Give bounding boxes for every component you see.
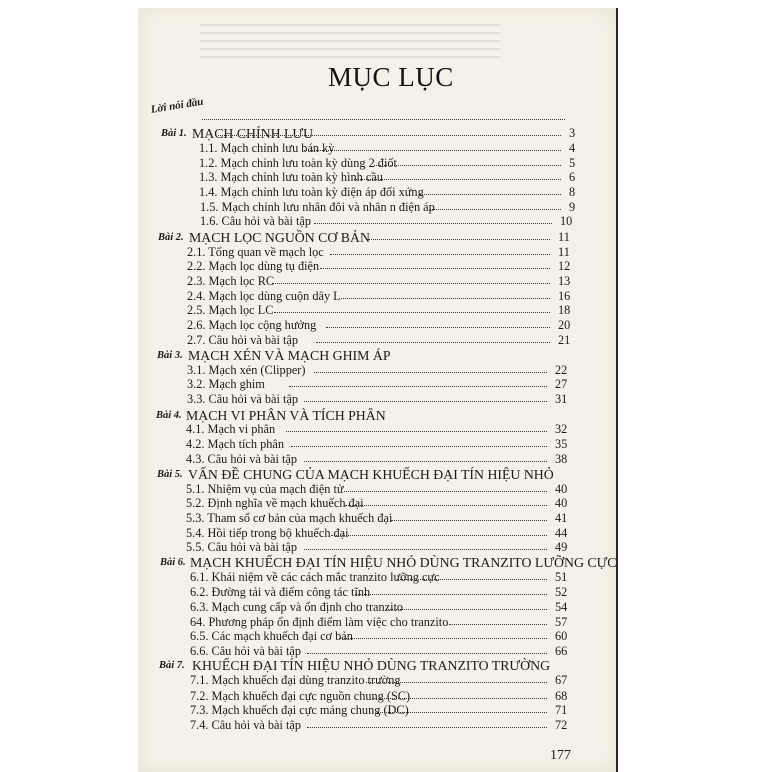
entry-page-number: 31	[555, 392, 568, 406]
leader-dots	[291, 446, 547, 447]
entry-page-number: 6	[569, 170, 576, 184]
entry-page-number: 41	[555, 511, 568, 525]
leader-dots	[344, 491, 547, 492]
subsection-title: 5.3. Tham số cơ bản của mạch khuếch đại	[186, 511, 393, 525]
entry-page-number: 3	[569, 126, 576, 140]
leader-dots	[289, 386, 547, 387]
subsection-title: 2.6. Mạch lọc cộng hưởng	[187, 318, 317, 332]
subsection-title: 1.2. Mạch chỉnh lưu toàn kỳ dùng 2 điốt	[199, 156, 397, 170]
subsection-title: 2.2. Mạch lọc dùng tụ điện	[187, 259, 320, 273]
leader-dots	[304, 461, 547, 462]
subsection-title: 7.3. Mạch khuếch đại cực máng chung (DC)	[190, 703, 409, 717]
entry-page-number: 5	[569, 156, 576, 170]
entry-page-number: 60	[555, 629, 568, 643]
subsection-title: 7.1. Mạch khuếch đại dùng tranzito trường	[190, 673, 401, 687]
preface-label: Lời nói đầu	[150, 95, 205, 116]
leader-dots	[274, 312, 550, 313]
leader-dots	[307, 727, 547, 728]
lesson-title: MẠCH LỌC NGUỒN CƠ BẢN	[189, 230, 370, 245]
leader-dots	[339, 638, 547, 639]
leader-dots	[366, 682, 547, 683]
entry-page-number: 71	[555, 703, 568, 717]
leader-dots	[341, 298, 550, 299]
leader-dots	[272, 283, 550, 284]
page-title: MỤC LỤC	[328, 62, 454, 92]
lesson-label: Bài 3.	[157, 350, 183, 361]
leader-dots	[429, 209, 561, 210]
leader-dots	[307, 653, 547, 654]
subsection-title: 2.5. Mạch lọc LC	[187, 303, 274, 317]
leader-dots	[354, 179, 561, 180]
subsection-title: 64. Phương pháp ổn định điểm làm việc cho tranzito	[190, 615, 449, 629]
page-number: 177	[550, 748, 571, 763]
entry-page-number: 40	[555, 496, 568, 510]
leader-dots	[449, 624, 547, 625]
leader-dots	[377, 712, 547, 713]
leader-dots	[330, 254, 550, 255]
leader-dots	[304, 150, 561, 151]
leader-dots	[391, 520, 547, 521]
leader-dots	[386, 609, 547, 610]
subsection-title: 6.3. Mạch cung cấp và ổn định cho tranzito	[190, 600, 404, 614]
lesson-label: Bài 1.	[161, 128, 187, 139]
leader-dots	[304, 549, 547, 550]
subsection-title: 5.5. Câu hỏi và bài tập	[186, 540, 297, 554]
leader-dots	[314, 372, 547, 373]
subsection-title: 1.5. Mạch chỉnh lưu nhân đôi và nhân n điện áp	[200, 200, 435, 214]
entry-page-number: 8	[569, 185, 576, 199]
leader-dots	[397, 579, 547, 580]
leader-dots	[355, 594, 547, 595]
entry-page-number: 49	[555, 540, 568, 554]
subsection-title: 1.3. Mạch chỉnh lưu toàn kỳ hình cầu	[199, 170, 383, 184]
subsection-title: 1.4. Mạch chỉnh lưu toàn kỳ điện áp đối xứng	[199, 185, 424, 199]
subsection-title: 1.1. Mạch chỉnh lưu bán kỳ	[199, 141, 335, 155]
leader-dots	[368, 239, 550, 240]
lesson-title: VẤN ĐỀ CHUNG CỦA MẠCH KHUẾCH ĐẠI TÍN HIỆU NHỎ	[188, 467, 554, 482]
leader-dots	[320, 268, 550, 269]
entry-page-number: 18	[558, 303, 571, 317]
subsection-title: 6.5. Các mạch khuếch đại cơ bản	[190, 629, 353, 643]
subsection-title: 3.3. Câu hỏi và bài tập	[187, 392, 298, 406]
lesson-label: Bài 4.	[156, 410, 182, 421]
entry-page-number: 9	[569, 200, 576, 214]
leader-dots	[202, 119, 565, 120]
subsection-title: 4.2. Mạch tích phân	[186, 437, 285, 451]
subsection-title: 2.7. Câu hỏi và bài tập	[187, 333, 298, 347]
entry-page-number: 27	[555, 377, 568, 391]
subsection-title: 3.1. Mạch xén (Clipper)	[187, 363, 306, 377]
subsection-title: 2.4. Mạch lọc dùng cuộn dây L	[187, 289, 341, 303]
entry-page-number: 72	[555, 718, 568, 732]
entry-page-number: 16	[558, 289, 571, 303]
entry-page-number: 10	[560, 214, 573, 228]
leader-dots	[314, 223, 552, 224]
lesson-title: KHUẾCH ĐẠI TÍN HIỆU NHỎ DÙNG TRANZITO TRƯỜNG	[192, 658, 551, 673]
entry-page-number: 35	[555, 437, 568, 451]
subsection-title: 5.1. Nhiệm vụ của mạch điện tử	[186, 482, 344, 496]
toc-subsection-row	[0, 718, 772, 736]
lesson-title: MẠCH VI PHÂN VÀ TÍCH PHÂN	[186, 408, 386, 423]
subsection-title: 7.4. Câu hỏi và bài tập	[190, 718, 301, 732]
entry-page-number: 38	[555, 452, 568, 466]
subsection-title: 6.1. Khái niệm về các cách mắc tranzito lưỡng cực	[190, 570, 440, 584]
subsection-title: 7.2. Mạch khuếch đại cực nguồn chung (SC)	[190, 689, 411, 703]
subsection-title: 5.2. Định nghĩa về mạch khuếch đại	[186, 496, 364, 510]
entry-page-number: 54	[555, 600, 568, 614]
lesson-label: Bài 7.	[159, 660, 185, 671]
entry-page-number: 67	[555, 673, 568, 687]
entry-page-number: 68	[555, 689, 568, 703]
entry-page-number: 21	[558, 333, 571, 347]
entry-page-number: 44	[555, 526, 568, 540]
leader-dots	[218, 135, 561, 136]
entry-page-number: 66	[555, 644, 568, 658]
entry-page-number: 20	[558, 318, 571, 332]
lesson-label: Bài 2.	[158, 232, 184, 243]
entry-page-number: 57	[555, 615, 568, 629]
entry-page-number: 11	[558, 230, 570, 244]
leader-dots	[345, 505, 547, 506]
entry-page-number: 51	[555, 570, 568, 584]
entry-page-number: 52	[555, 585, 568, 599]
leader-dots	[374, 165, 561, 166]
subsection-title: 6.2. Đường tải và điểm công tác tĩnh	[190, 585, 371, 599]
subsection-title: 1.6. Câu hỏi và bài tập	[200, 214, 311, 228]
leader-dots	[286, 431, 547, 432]
entry-page-number: 22	[555, 363, 568, 377]
entry-page-number: 12	[558, 259, 571, 273]
leader-dots	[331, 535, 547, 536]
lesson-title: MẠCH XÉN VÀ MẠCH GHIM ÁP	[188, 348, 391, 363]
entry-page-number: 11	[558, 245, 570, 259]
leader-dots	[304, 401, 547, 402]
subsection-title: 3.2. Mạch ghim	[187, 377, 265, 391]
entry-page-number: 32	[555, 422, 568, 436]
subsection-title: 2.1. Tổng quan về mạch lọc	[187, 245, 324, 259]
entry-page-number: 40	[555, 482, 568, 496]
subsection-title: 6.6. Câu hỏi và bài tập	[190, 644, 301, 658]
leader-dots	[372, 698, 547, 699]
leader-dots	[326, 327, 550, 328]
lesson-label: Bài 5.	[157, 469, 183, 480]
subsection-title: 5.4. Hồi tiếp trong bộ khuếch đại	[186, 526, 349, 540]
subsection-title: 2.3. Mạch lọc RC	[187, 274, 275, 288]
entry-page-number: 4	[569, 141, 576, 155]
lesson-title: MẠCH CHỈNH LƯU	[192, 126, 314, 141]
lesson-label: Bài 6.	[160, 557, 186, 568]
subsection-title: 4.1. Mạch vi phân	[186, 422, 276, 436]
leader-dots	[419, 194, 561, 195]
leader-dots	[316, 342, 550, 343]
lesson-title: MẠCH KHUẾCH ĐẠI TÍN HIỆU NHỎ DÙNG TRANZITO LƯỠNG CỰC	[190, 555, 617, 570]
subsection-title: 4.3. Câu hỏi và bài tập	[186, 452, 297, 466]
entry-page-number: 13	[558, 274, 571, 288]
